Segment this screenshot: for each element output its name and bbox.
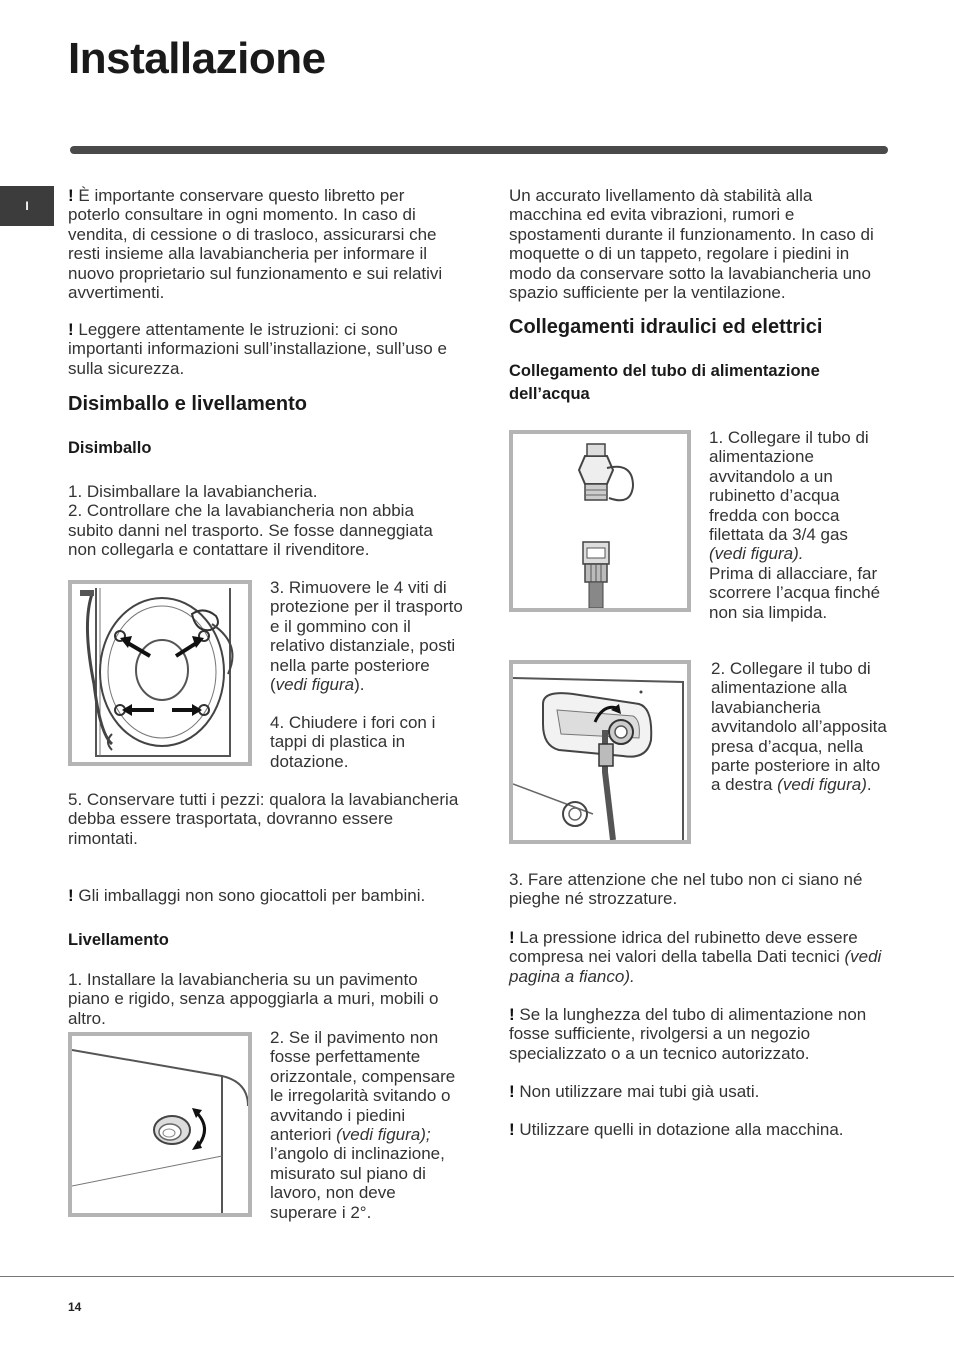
hose-step-3: 3. Fare attenzione che nel tubo non ci siano né pieghe né strozzature. — [509, 870, 863, 909]
step3-ref: vedi figura — [275, 675, 355, 695]
page-number: 14 — [68, 1300, 82, 1314]
section-heading-connections: Collegamenti idraulici ed elettrici — [509, 316, 823, 338]
unpack-steps-1-2: 1. Disimballare la lavabiancheria. 2. Controllare che la lavabiancheria non abbia subito danni nel trasporto. Se fosse danneggiata non collegarla e contattare il rivenditore. — [68, 482, 433, 560]
hose-step1-note: Prima di allacciare, far scorrere l’acqua finché non sia limpida. — [709, 563, 881, 622]
figure-tap-connection — [509, 430, 691, 612]
supplied-hose-warning-text: Utilizzare quelli in dotazione alla macchina. — [514, 1120, 844, 1139]
intro-warning-2 — [68, 320, 460, 378]
warning-mark: ! — [509, 1082, 515, 1101]
pressure-warning-ref: (vedi pagina a fianco). — [509, 947, 882, 986]
hose-step2-ref: (vedi figura) — [777, 775, 867, 795]
step3-end: ). — [354, 675, 365, 695]
leveling-foot-drawing — [72, 1036, 248, 1213]
warning-mark: ! — [68, 886, 74, 905]
supplied-hose-warning — [509, 1120, 889, 1139]
figure-machine-inlet — [509, 660, 691, 844]
figure-leveling-foot — [68, 1032, 252, 1217]
unpack-step-4: 4. Chiudere i fori con i tappi di plastica in dotazione. — [270, 713, 436, 771]
intro-warning-1-text: È importante conservare questo libretto per poterlo consultare in ogni momento. In caso di vendita, di cessione o di trasloco, assicurarsi che resti insieme alla lavabiancheria per informare il nuovo proprietario sul funzionamento e sui relativi avvertimenti. — [68, 186, 443, 303]
hose-step-2 — [711, 659, 891, 795]
warning-mark: ! — [509, 928, 515, 947]
hose-step2-end: . — [866, 775, 872, 795]
unpack-step-3 — [270, 578, 464, 694]
hose-step-1 — [709, 428, 889, 622]
hose-step2-text: 2. Collegare il tubo di alimentazione alla lavabiancheria avvitandolo all’apposita presa d’acqua, nella parte posteriore in alto a destra — [711, 659, 887, 795]
page-title: Installazione — [68, 34, 326, 83]
level-step-1: 1. Installare la lavabiancheria su un pavimento piano e rigido, senza appoggiarla a muri, mobili o altro. — [68, 970, 439, 1028]
hose-length-warning — [509, 1005, 889, 1063]
used-hose-warning-text: Non utilizzare mai tubi già usati. — [514, 1082, 760, 1101]
language-tab: I — [0, 186, 54, 226]
level-step-2 — [270, 1028, 466, 1222]
machine-inlet-drawing — [513, 664, 687, 840]
level-step2-text: 2. Se il pavimento non fosse perfettamente orizzontale, compensare le irregolarità svitando o avvitando i piedini anteriori — [270, 1028, 456, 1145]
used-hose-warning — [509, 1082, 889, 1101]
intro-warning-2-text: Leggere attentamente le istruzioni: ci sono importanti informazioni sull’installazione, sull’uso e sulla sicurezza. — [68, 320, 447, 378]
unpack-step-5: 5. Conservare tutti i pezzi: qualora la lavabiancheria debba essere trasportata, dovranno essere rimontati. — [68, 790, 459, 848]
hose-length-warning-text: Se la lunghezza del tubo di alimentazione non fosse sufficiente, rivolgersi a un negozio specializzato o a un tecnico autorizzato. — [509, 1005, 867, 1063]
hose-step1-ref: (vedi figura). — [709, 544, 804, 564]
leveling-note: Un accurato livellamento dà stabilità alla macchina ed evita vibrazioni, rumori e spostamenti durante il funzionamento. In caso di moquette o di un tappeto, regolare i piedini in modo da conservare sotto la lavabiancheria uno spazio sufficiente per la ventilazione. — [509, 186, 874, 303]
washer-rear-drawing — [72, 584, 248, 762]
intro-warning-1 — [68, 186, 460, 302]
pressure-warning-text: La pressione idrica del rubinetto deve essere compresa nei valori della tabella Dati tecnici — [509, 928, 858, 967]
step3-text: 3. Rimuovere le 4 viti di protezione per il trasporto e il gommino con il relativo distanziale, posti nella parte posteriore ( — [270, 578, 463, 695]
figure-rear-transport-screws — [68, 580, 252, 766]
tap-hose-drawing — [513, 434, 687, 608]
packaging-warning — [68, 886, 468, 905]
title-divider — [70, 146, 888, 154]
subheading-leveling: Livellamento — [68, 931, 169, 949]
packaging-warning-text: Gli imballaggi non sono giocattoli per bambini. — [73, 886, 426, 905]
pressure-warning — [509, 928, 889, 986]
subheading-inlet-hose: Collegamento del tubo di alimentazione dell’acqua — [509, 362, 820, 403]
footer-divider — [0, 1276, 954, 1277]
section-heading-unpacking: Disimballo e livellamento — [68, 393, 307, 415]
warning-mark: ! — [509, 1005, 515, 1024]
hose-step1-text: 1. Collegare il tubo di alimentazione avvitandolo a un rubinetto d’acqua fredda con bocca filettata da 3/4 gas — [709, 428, 869, 545]
warning-mark: ! — [68, 320, 74, 339]
level-step2-end: l’angolo di inclinazione, misurato sul piano di lavoro, non deve superare i 2°. — [270, 1144, 445, 1222]
warning-mark: ! — [68, 186, 74, 205]
level-step2-ref: (vedi figura); — [336, 1125, 431, 1145]
warning-mark: ! — [509, 1120, 515, 1139]
subheading-unpacking: Disimballo — [68, 439, 152, 457]
